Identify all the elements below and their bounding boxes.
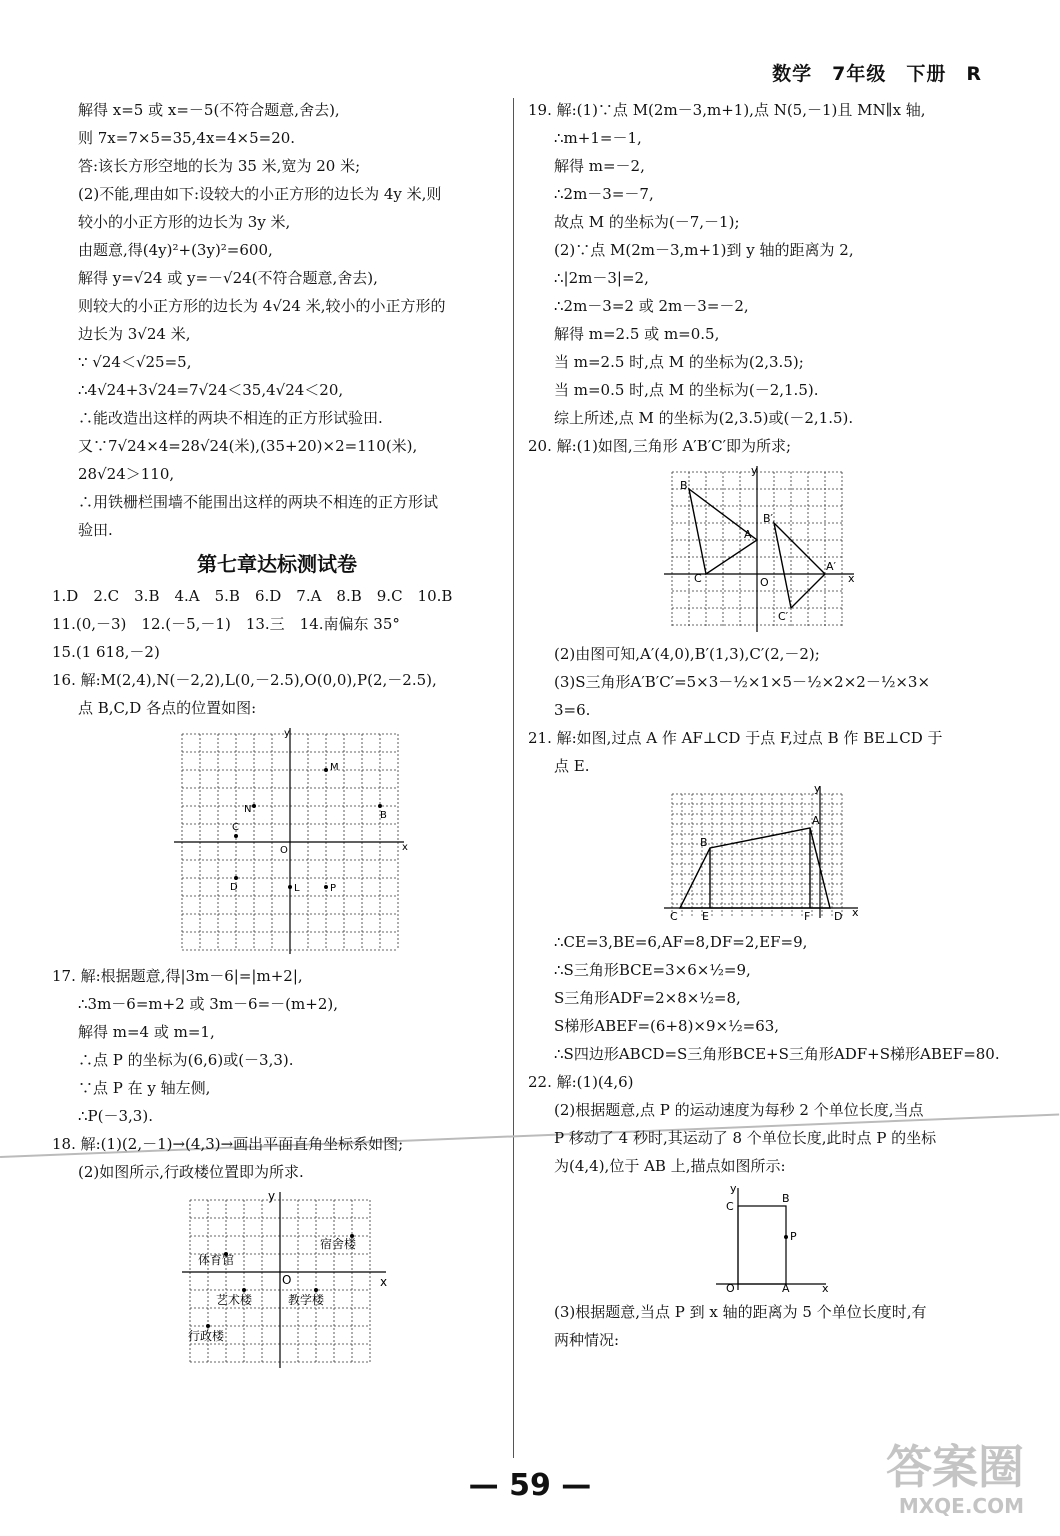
q21-line: 点 E. (554, 757, 590, 775)
svg-text:N: N (244, 804, 252, 815)
text-line: 由题意,得(4y)²+(3y)²=600, (78, 241, 273, 259)
q20-line: (3)S三角形A′B′C′=5×3－½×1×5－½×2×2－½×3× (554, 673, 931, 691)
q21-line: ∴S四边形ABCD=S三角形BCE+S三角形ADF+S梯形ABEF=80. (554, 1045, 1000, 1063)
q19-line: 综上所述,点 M 的坐标为(2,3.5)或(－2,1.5). (554, 409, 854, 427)
svg-text:A′: A′ (826, 560, 837, 573)
building-label: 宿舍楼 (320, 1237, 357, 1251)
q22-line: P 移动了 4 秒时,其运动了 8 个单位长度,此时点 P 的坐标 (554, 1129, 937, 1147)
rectangle-path-figure (714, 1184, 834, 1294)
answer-line: 15.(1 618,－2) (52, 643, 160, 661)
q18-line: (2)如图所示,行政楼位置即为所求. (78, 1163, 304, 1181)
svg-text:B: B (680, 479, 688, 492)
svg-text:D: D (834, 910, 843, 923)
q19-line: 解得 m=－2, (554, 157, 645, 175)
svg-text:O: O (280, 845, 288, 856)
svg-text:x: x (380, 1275, 388, 1289)
watermark (886, 1442, 1024, 1522)
svg-text:C′: C′ (778, 610, 789, 623)
text-line: 验田. (78, 521, 113, 539)
text-line: 则 7x=7×5=35,4x=4×5=20. (78, 129, 296, 147)
svg-text:P: P (330, 883, 337, 894)
svg-text:A: A (812, 814, 820, 827)
q16-line: 点 B,C,D 各点的位置如图: (78, 699, 257, 717)
building-label: 艺术楼 (216, 1293, 253, 1307)
watermark-url: MXQE.COM (898, 1494, 1024, 1518)
building-label: 教学楼 (288, 1293, 325, 1307)
q17-line: 解得 m=4 或 m=1, (78, 1023, 215, 1041)
q21-line: ∴CE=3,BE=6,AF=8,DF=2,EF=9, (554, 933, 808, 951)
q22-line: 为(4,4),位于 AB 上,描点如图所示: (554, 1157, 786, 1175)
svg-text:L: L (294, 883, 300, 894)
q16-line: 16. 解:M(2,4),N(－2,2),L(0,－2.5),O(0,0),P(2,－2.5), (52, 671, 437, 689)
svg-text:O: O (726, 1282, 735, 1294)
triangle-translation-grid (662, 464, 862, 636)
svg-text:E: E (702, 910, 709, 923)
q22-line: 22. 解:(1)(4,6) (528, 1073, 634, 1091)
text-line: 解得 y=√24 或 y=－√24(不符合题意,舍去), (78, 269, 378, 287)
svg-text:C: C (694, 572, 702, 585)
svg-text:x: x (848, 572, 855, 585)
page-number: — 59 — (468, 1468, 592, 1503)
q21-line: S梯形ABEF=(6+8)×9×½=63, (554, 1017, 780, 1035)
answer-line: 1.D 2.C 3.B 4.A 5.B 6.D 7.A 8.B 9.C 10.B (52, 587, 453, 605)
svg-text:C: C (232, 822, 239, 833)
svg-text:A: A (782, 1282, 790, 1294)
svg-text:D: D (230, 882, 238, 893)
text-line: 解得 x=5 或 x=－5(不符合题意,舍去), (78, 101, 340, 119)
answer-line: 11.(0,－3) 12.(－5,－1) 13.三 14.南偏东 35° (52, 615, 400, 633)
svg-text:C: C (670, 910, 678, 923)
q19-line: 19. 解:(1)∵点 M(2m－3,m+1),点 N(5,－1)且 MN∥x 轴, (528, 101, 926, 119)
figure-q16 (52, 726, 502, 958)
figure-q21 (528, 784, 998, 924)
q17-line: ∵点 P 在 y 轴左侧, (78, 1079, 211, 1097)
svg-text:x: x (402, 842, 408, 853)
svg-text:O: O (760, 576, 769, 589)
q21-line: S三角形ADF=2×8×½=8, (554, 989, 741, 1007)
text-line: 答:该长方形空地的长为 35 米,宽为 20 米; (78, 157, 361, 175)
q21-line: ∴S三角形BCE=3×6×½=9, (554, 961, 751, 979)
q22-line: 两种情况: (554, 1331, 620, 1349)
q17-line: 17. 解:根据题意,得|3m－6|=|m+2|, (52, 967, 303, 985)
q20-line: 3=6. (554, 701, 591, 719)
svg-text:y: y (730, 1184, 737, 1195)
text-line: 28√24＞110, (78, 465, 175, 483)
quadrilateral-grid (662, 784, 862, 924)
coordinate-grid-q16 (172, 726, 412, 958)
page-header: 数学 7年级 下册 R (772, 63, 982, 85)
q17-line: ∴P(－3,3). (78, 1107, 153, 1125)
q22-line: (3)根据题意,当点 P 到 x 轴的距离为 5 个单位长度时,有 (554, 1303, 927, 1321)
q17-line: ∴3m－6=m+2 或 3m－6=－(m+2), (78, 995, 338, 1013)
text-line: ∴用铁栅栏围墙不能围出这样的两块不相连的正方形试 (78, 493, 439, 511)
text-line: ∵ √24＜√25=5, (78, 353, 192, 371)
svg-text:O: O (282, 1273, 292, 1287)
svg-text:C: C (726, 1200, 734, 1213)
q19-line: 解得 m=2.5 或 m=0.5, (554, 325, 720, 343)
svg-text:M: M (330, 762, 339, 773)
svg-text:B: B (700, 836, 708, 849)
q19-line: ∴|2m－3|=2, (554, 269, 649, 287)
figure-q18 (52, 1190, 502, 1370)
text-line: (2)不能,理由如下:设较大的小正方形的边长为 4y 米,则 (78, 185, 442, 203)
q20-line: 20. 解:(1)如图,三角形 A′B′C′即为所求; (528, 437, 792, 455)
campus-map-grid (180, 1190, 400, 1370)
svg-text:y: y (814, 784, 821, 795)
q19-line: 当 m=2.5 时,点 M 的坐标为(2,3.5); (554, 353, 804, 371)
column-divider (513, 98, 514, 1458)
svg-text:y: y (284, 728, 290, 739)
svg-text:A: A (744, 528, 752, 541)
figure-q22 (528, 1184, 998, 1294)
building-label: 体育馆 (198, 1253, 235, 1267)
q19-line: 故点 M 的坐标为(－7,－1); (554, 213, 740, 231)
text-line: ∴4√24+3√24=7√24＜35,4√24＜20, (78, 381, 344, 399)
section-title: 第七章达标测试卷 (197, 552, 357, 576)
q19-line: ∴m+1=－1, (554, 129, 642, 147)
q22-line: (2)根据题意,点 P 的运动速度为每秒 2 个单位长度,当点 (554, 1101, 924, 1119)
svg-text:B: B (782, 1192, 790, 1205)
figure-q20 (528, 464, 998, 636)
q19-line: ∴2m－3=－7, (554, 185, 654, 203)
q20-line: (2)由图可知,A′(4,0),B′(1,3),C′(2,－2); (554, 645, 820, 663)
left-column (52, 96, 502, 1374)
text-line: 则较大的小正方形的边长为 4√24 米,较小的小正方形的 (78, 297, 446, 315)
q19-line: 当 m=0.5 时,点 M 的坐标为(－2,1.5). (554, 381, 819, 399)
building-label: 行政楼 (188, 1329, 225, 1343)
svg-text:y: y (268, 1190, 276, 1203)
q19-line: ∴2m－3=2 或 2m－3=－2, (554, 297, 749, 315)
text-line: 又∵7√24×4=28√24(米),(35+20)×2=110(米), (78, 437, 418, 455)
q19-line: (2)∵点 M(2m－3,m+1)到 y 轴的距离为 2, (554, 241, 854, 259)
q21-line: 21. 解:如图,过点 A 作 AF⊥CD 于点 F,过点 B 作 BE⊥CD 于 (528, 729, 943, 747)
svg-text:B: B (380, 810, 387, 821)
svg-text:y: y (751, 464, 758, 477)
svg-text:F: F (804, 910, 811, 923)
right-column (528, 96, 998, 1354)
svg-text:x: x (822, 1282, 829, 1294)
svg-text:P: P (790, 1230, 797, 1243)
text-line: 较小的小正方形的边长为 3y 米, (78, 213, 291, 231)
svg-text:x: x (852, 906, 859, 919)
text-line: 边长为 3√24 米, (78, 325, 191, 343)
svg-text:B′: B′ (763, 512, 774, 525)
watermark-logo: 答案圈 (886, 1440, 1024, 1494)
q18-line: 18. 解:(1)(2,－1)→(4,3)→画出平面直角坐标系如图; (52, 1135, 404, 1153)
text-line: ∴能改造出这样的两块不相连的正方形试验田. (78, 409, 383, 427)
q17-line: ∴点 P 的坐标为(6,6)或(－3,3). (78, 1051, 294, 1069)
